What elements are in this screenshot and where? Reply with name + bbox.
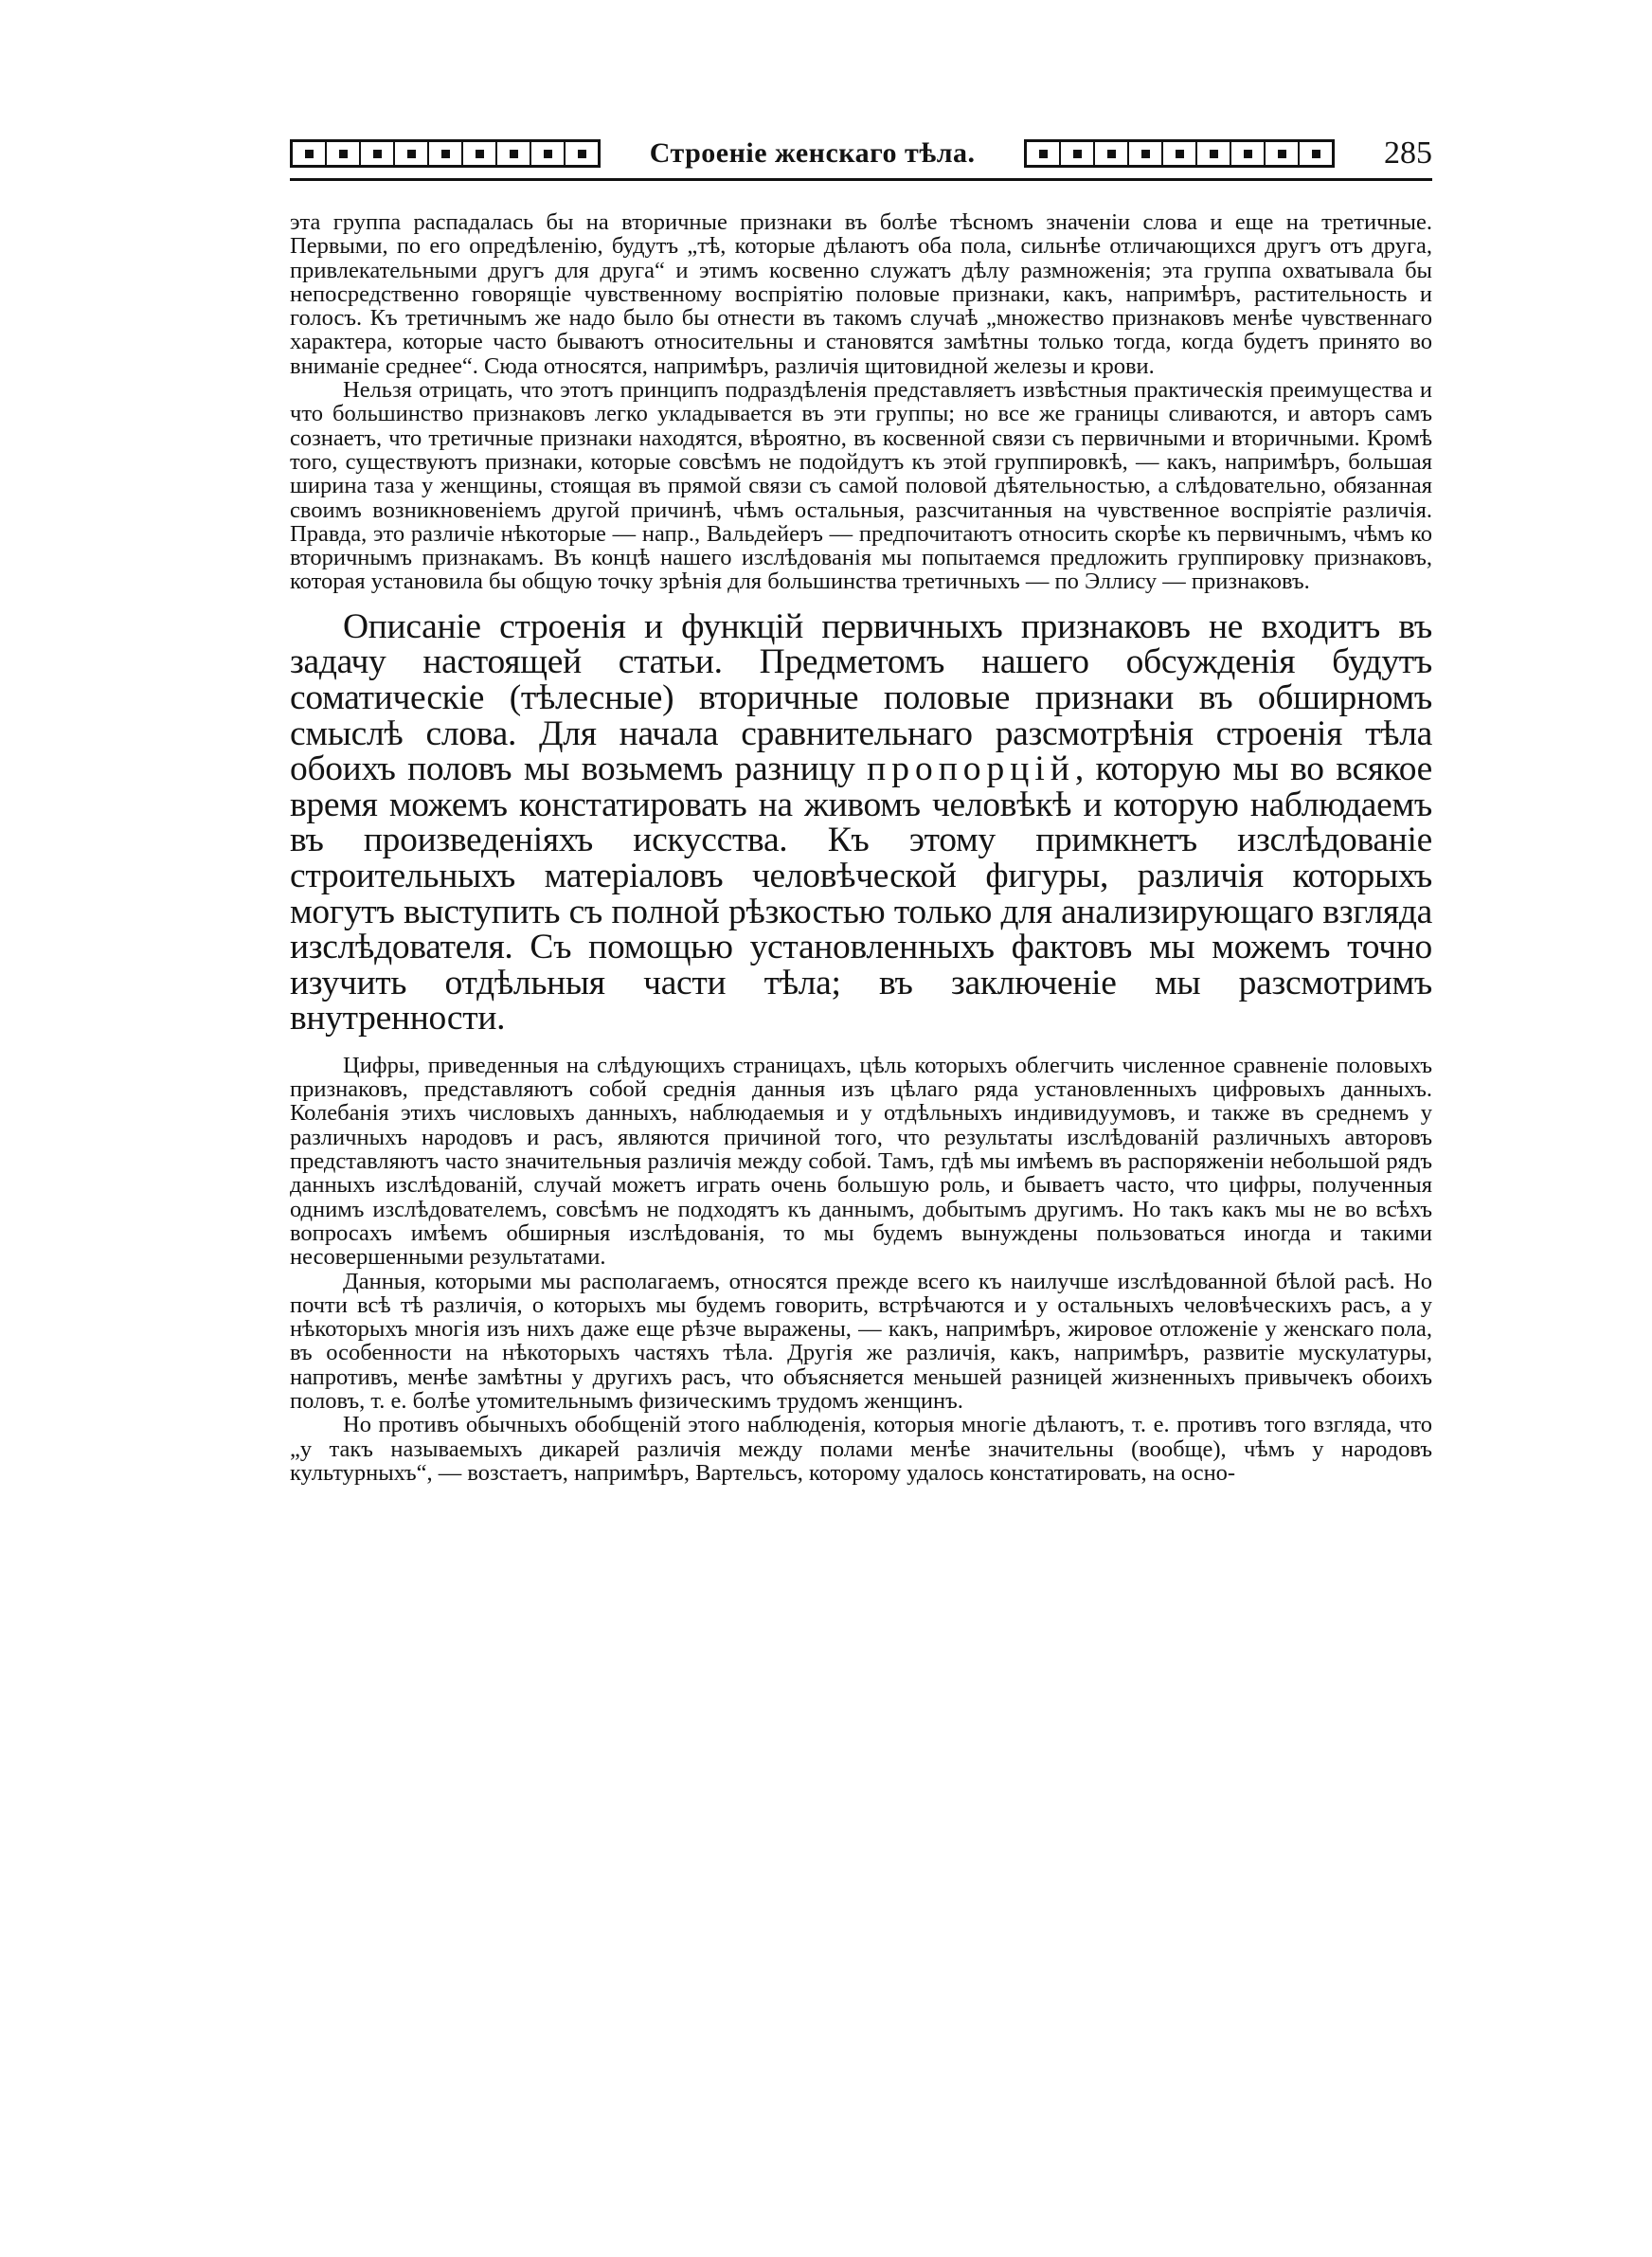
ornament-left [290,139,601,168]
paragraph: Данныя, которыми мы располагаемъ, относятся прежде всего къ наилучше изслѣдованной бѣлой расѣ. Но почти всѣ тѣ различія, о которыхъ мы будемъ говорить, встрѣчаются и у остальныхъ человѣческихъ расъ, а у нѣкоторыхъ многія изъ нихъ даже еще рѣзче выражены, — какъ, напримѣръ, жировое отложеніе у женскаго пола, въ особенности на нѣкоторыхъ частяхъ тѣла. Другія же различія, какъ, напримѣръ, развитіе мускулатуры, напротивъ, менѣе замѣтны у другихъ расъ, что объясняется меньшей разницей жизненныхъ привычекъ обоихъ половъ, т. е. болѣе утомительнымъ физическимъ трудомъ женщинъ. [290,1268,1432,1415]
text-body [290,210,1432,1485]
paragraph: Цифры, приведенныя на слѣдующихъ страницахъ, цѣль которыхъ облегчить численное сравненіе половыхъ признаковъ, представляютъ собой среднія данныя изъ цѣлаго ряда установленныхъ цифровыхъ данныхъ. Колебанія этихъ числовыхъ данныхъ, наблюдаемыя и у отдѣльныхъ индивидуумовъ, и также въ среднемъ у различныхъ народовъ и расъ, являются причиной того, что результаты изслѣдованій различныхъ авторовъ представляютъ часто значительныя различія между собой. Тамъ, гдѣ мы имѣемъ въ распоряженіи небольшой рядъ данныхъ изслѣдованій, случай можетъ играть очень большую роль, и бываетъ часто, что цифры, полученныя однимъ изслѣдователемъ, совсѣмъ не подходятъ къ даннымъ, добытымъ другимъ. Но такъ какъ мы не во всѣхъ вопросахъ имѣемъ обширныя изслѣдованія, то мы будемъ вынуждены пользоваться иногда и такими несовершенными результатами. [290,1052,1432,1271]
running-title: Строеніе женскаго тѣла. [649,137,976,169]
main-print-block [290,606,1432,1038]
ornament-right [1024,139,1335,168]
paragraph [290,606,1432,1038]
emphasized-word: пропорцій [867,749,1075,789]
header-rule [290,178,1432,181]
paragraph-text-a: Описаніе строенія и функцій первичныхъ признаковъ не входитъ въ задачу настоящей статьи. Предметомъ нашего обсужденія будутъ соматическіе (тѣлесные) вторичные половые признаки въ обширномъ смыслѣ слова. Для начала сравнительнаго разсмотрѣнія строенія тѣла обоихъ половъ мы возьмемъ разницу [290,606,1432,789]
paragraph: Нельзя отрицать, что этотъ принципъ подраздѣленія представляетъ извѣстныя практическія преимущества и что большинство признаковъ легко укладывается въ эти группы; но все же границы сливаются, и авторъ самъ сознаетъ, что третичные признаки находятся, вѣроятно, въ косвенной связи съ первичными и вторичными. Кромѣ того, существуютъ признаки, которые совсѣмъ не подойдутъ къ этой группировкѣ, — какъ, напримѣръ, большая ширина таза у женщины, стоящая въ прямой связи съ самой половой дѣятельностью, а слѣдовательно, обязанная своимъ возникновеніемъ другой причинѣ, чѣмъ остальныя, разсчитанныя на чувственное воспріятіе различія. Правда, это различіе нѣкоторые — напр., Вальдейеръ — предпочитаютъ относить скорѣе къ первичнымъ, чѣмъ ко вторичнымъ признакамъ. Въ концѣ нашего изслѣдованія мы попытаемся предложить группировку признаковъ, которая установила бы общую точку зрѣнія для большинства третичныхъ — по Эллису — признаковъ. [290,377,1432,595]
paragraph: эта группа распадалась бы на вторичные признаки въ болѣе тѣсномъ значеніи слова и еще на третичные. Первыми, по его опредѣленію, будутъ „тѣ, которые дѣлаютъ оба пола, сильнѣе отличающихся другъ отъ друга, привлекательными другъ для друга“ и этимъ косвенно служатъ дѣлу размноженія; эта группа охватывала бы непосредственно говорящіе чувственному воспріятію половые признаки, какъ, напримѣръ, растительность и голосъ. Къ третичнымъ же надо было бы отнести въ такомъ случаѣ „множество признаковъ менѣе чувственнаго характера, которые часто бываютъ относительны и становятся замѣтны только тогда, когда будетъ принято во вниманіе среднее“. Сюда относятся, напримѣръ, различія щитовидной железы и крови. [290,209,1432,379]
paragraph: Но противъ обычныхъ обобщеній этого наблюденія, которыя многіе дѣлаютъ, т. е. противъ того взгляда, что „у такъ называемыхъ дикарей различія между полами менѣе значительны (вообще), чѣмъ у народовъ культурныхъ“, — возстаетъ, напримѣръ, Вартельсъ, которому удалось констатировать, на осно- [290,1412,1432,1486]
running-header [290,133,1432,174]
small-print-block-1 [290,210,1432,594]
page-number: 285 [1383,135,1432,171]
paragraph-text-b: , которую мы во всякое время можемъ констатировать на живомъ человѣкѣ и которую наблюдаемъ въ произведеніяхъ искусства. Къ этому примкнетъ изслѣдованіе строительныхъ матеріаловъ человѣческой фигуры, различія которыхъ могутъ выступить съ полной рѣзкостью только для анализирующаго взгляда изслѣдователя. Съ помощью установленныхъ фактовъ мы можемъ точно изучить отдѣльныя части тѣла; въ заключеніе мы разсмотримъ внутренности. [290,749,1432,1038]
small-print-block-2 [290,1054,1432,1485]
